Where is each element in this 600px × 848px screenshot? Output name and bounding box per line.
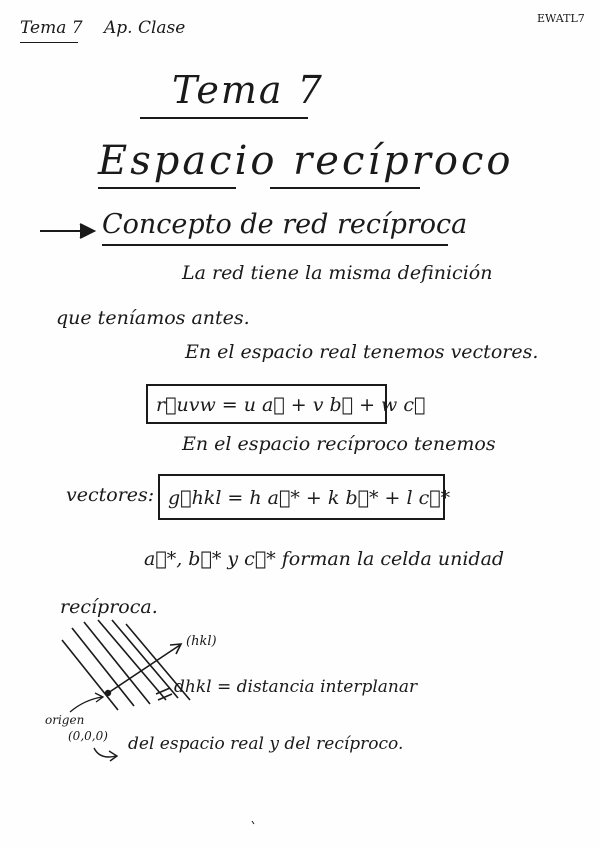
header-tema-tag: Tema 7 xyxy=(20,18,83,38)
body-line-2: que teníamos antes. xyxy=(56,307,250,329)
formula-real-space: r⃗uvw = u a⃗ + v b⃗ + w c⃗ xyxy=(146,384,387,424)
espacio-reciproco-title: Espacio recíproco xyxy=(98,138,514,184)
body-line-5: a⃗*, b⃗* y c⃗* forman la celda unidad xyxy=(144,548,505,570)
body-line-4: En el espacio recíproco tenemos xyxy=(182,433,496,455)
dhkl-bracket-icon xyxy=(156,688,172,700)
footnote-arrow-icon xyxy=(94,748,117,761)
header-tema-underline xyxy=(20,42,78,43)
origin-point-icon xyxy=(105,690,111,696)
diagram-footnote: del espacio real y del recíproco. xyxy=(128,734,404,754)
origin-pointer-icon xyxy=(70,693,103,712)
tema-title: Tema 7 xyxy=(172,68,324,112)
section-heading: Concepto de red recíproca xyxy=(102,209,468,240)
header-code: EWATL7 xyxy=(537,12,585,25)
hkl-label: (hkl) xyxy=(186,634,217,649)
vectores-label: vectores: xyxy=(66,484,155,506)
espacio-underline xyxy=(98,187,236,189)
heading-arrow-icon xyxy=(40,224,94,238)
body-line-6: recíproca. xyxy=(60,596,158,618)
tema-title-underline xyxy=(140,117,308,119)
origin-label: origen xyxy=(45,713,85,727)
lattice-planes-diagram xyxy=(62,620,190,710)
body-line-1: La red tiene la misma definición xyxy=(182,262,493,284)
reciproco-underline xyxy=(270,187,420,189)
normal-vector-arrow-icon xyxy=(108,644,181,693)
section-heading-underline xyxy=(102,244,448,246)
origin-coords: (0,0,0) xyxy=(68,729,108,743)
stray-mark xyxy=(252,821,254,824)
body-line-3: En el espacio real tenemos vectores. xyxy=(185,341,539,363)
header-ap-clase: Ap. Clase xyxy=(104,18,186,38)
dhkl-label: dhkl = distancia interplanar xyxy=(174,677,418,697)
formula-reciprocal-space: g⃗hkl = h a⃗* + k b⃗* + l c⃗* xyxy=(158,474,445,520)
